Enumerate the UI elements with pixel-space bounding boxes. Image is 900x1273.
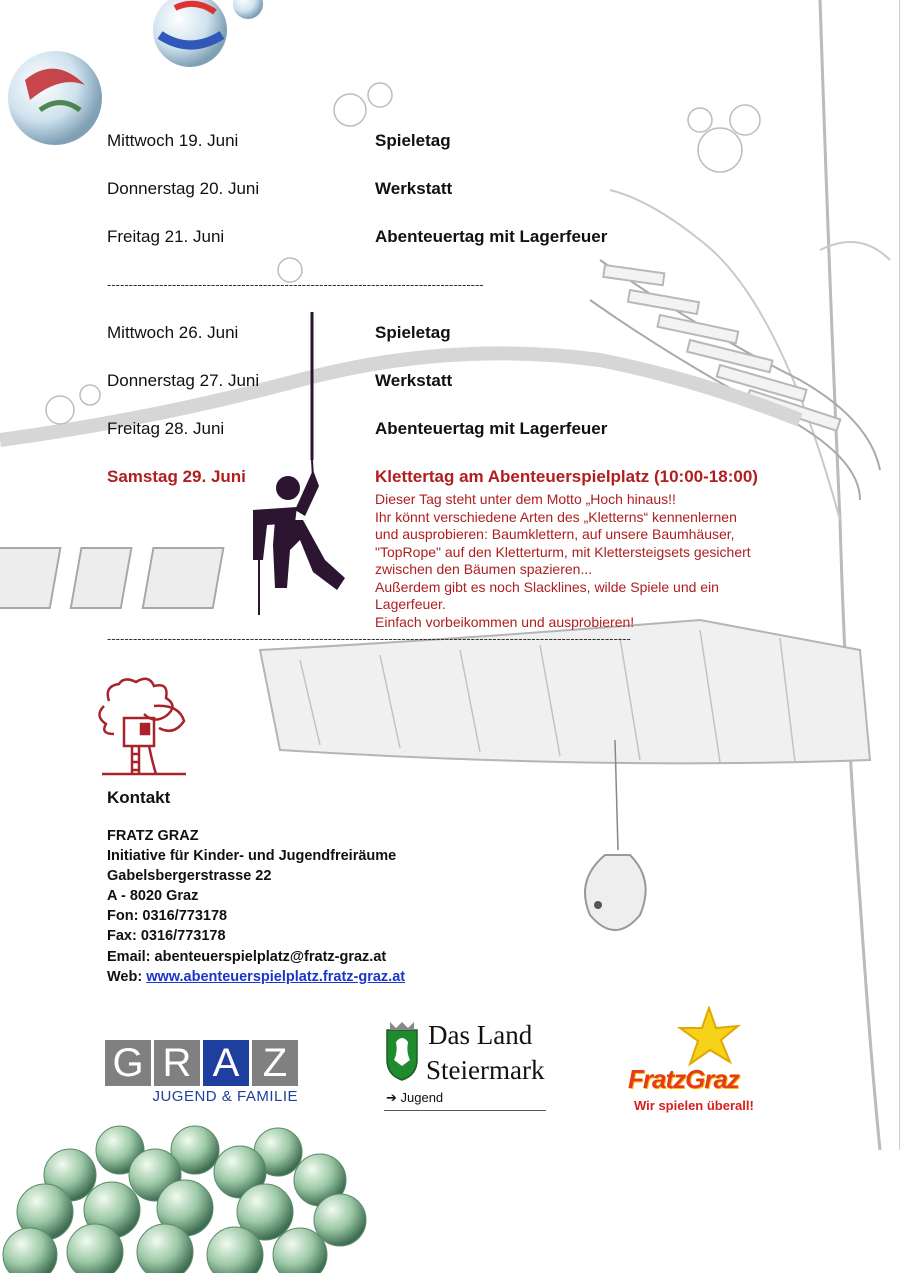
contact-fax: Fax: 0316/773178 <box>107 928 226 945</box>
contact-street: Gabelsbergerstrasse 22 <box>107 868 272 885</box>
schedule-row <box>107 323 827 345</box>
stmk-jugend: ➔ Jugend <box>386 1090 444 1105</box>
stmk-line1: Das Land <box>428 1020 533 1050</box>
divider-short: --------------------------------------------------------------------------------------- <box>107 277 484 292</box>
highlight-title: Klettertag am Abenteuerspielplatz (10:00-18:00) <box>375 467 758 486</box>
contact-phone: Fon: 0316/773178 <box>107 908 228 925</box>
schedule-date: Donnerstag 20. Juni <box>107 179 260 198</box>
fratzgraz-logo <box>628 1010 783 1120</box>
graz-letter: Z <box>252 1040 298 1086</box>
schedule-title: Abenteuertag mit Lagerfeuer <box>375 227 608 246</box>
schedule-date: Mittwoch 19. Juni <box>107 131 239 150</box>
fratz-slogan: Wir spielen überall! <box>634 1098 754 1113</box>
divider-long: ------------------------------------------------------------------------------------------------------------------------- <box>107 631 631 646</box>
stmk-line2: Steiermark <box>426 1055 545 1085</box>
highlight-description <box>375 491 805 631</box>
graz-letter: G <box>105 1040 151 1086</box>
contact-block <box>107 826 405 987</box>
coat-of-arms-icon <box>384 1020 420 1082</box>
schedule-date: Freitag 21. Juni <box>107 227 225 246</box>
contact-city: A - 8020 Graz <box>107 888 199 905</box>
graz-letter: A <box>203 1040 249 1086</box>
web-link[interactable]: www.abenteuerspielplatz.fratz-graz.at <box>146 968 406 985</box>
schedule-date: Mittwoch 26. Juni <box>107 323 239 342</box>
schedule-row <box>107 131 827 153</box>
contact-org: FRATZ GRAZ <box>107 828 199 844</box>
description-line: zwischen den Bäumen spazieren... <box>375 561 593 577</box>
marbles-pile <box>0 1120 380 1273</box>
schedule-row <box>107 227 827 249</box>
schedule-date: Donnerstag 27. Juni <box>107 371 260 390</box>
schedule-title: Spieletag <box>375 323 451 342</box>
description-line: Lagerfeuer. <box>375 596 446 612</box>
graz-letter: R <box>154 1040 200 1086</box>
contact-subtitle: Initiative für Kinder- und Jugendfreiräume <box>107 848 397 865</box>
description-line: und ausprobieren: Baumklettern, auf unsere Baumhäuser, <box>375 526 735 542</box>
treehouse-logo <box>94 676 194 781</box>
contact-web <box>107 967 405 987</box>
stmk-rule <box>384 1110 546 1111</box>
highlight-date: Samstag 29. Juni <box>107 467 246 486</box>
schedule-row <box>107 371 827 393</box>
schedule-title: Spieletag <box>375 131 451 150</box>
schedule-title: Werkstatt <box>375 371 453 390</box>
description-line: Einfach vorbeikommen und ausprobieren! <box>375 613 635 630</box>
climber-icon <box>245 310 355 620</box>
description-line: "TopRope" auf den Kletterturm, mit Klettersteigsets gesichert <box>375 543 751 560</box>
schedule-row <box>107 419 827 441</box>
schedule-title: Werkstatt <box>375 179 453 198</box>
schedule-title: Abenteuertag mit Lagerfeuer <box>375 419 608 438</box>
web-label: Web: <box>107 968 147 985</box>
description-line: Dieser Tag steht unter dem Motto „Hoch hinaus!! <box>375 491 676 507</box>
schedule-date: Freitag 28. Juni <box>107 419 225 438</box>
highlight-row <box>107 467 807 489</box>
contact-heading: Kontakt <box>107 788 171 807</box>
graz-jugend-familie-logo <box>105 1040 298 1105</box>
graz-subtitle: JUGEND & FAMILIE <box>152 1088 298 1105</box>
fratz-brand: FratzGraz <box>628 1064 739 1094</box>
contact-email[interactable]: Email: abenteuerspielplatz@fratz-graz.at <box>107 948 387 965</box>
star-icon <box>676 1006 742 1070</box>
schedule-row <box>107 179 827 201</box>
description-line: Außerdem gibt es noch Slacklines, wilde Spiele und ein <box>375 578 719 595</box>
description-line: Ihr könnt verschiedene Arten des „Kletterns“ kennenlernen <box>375 508 737 525</box>
